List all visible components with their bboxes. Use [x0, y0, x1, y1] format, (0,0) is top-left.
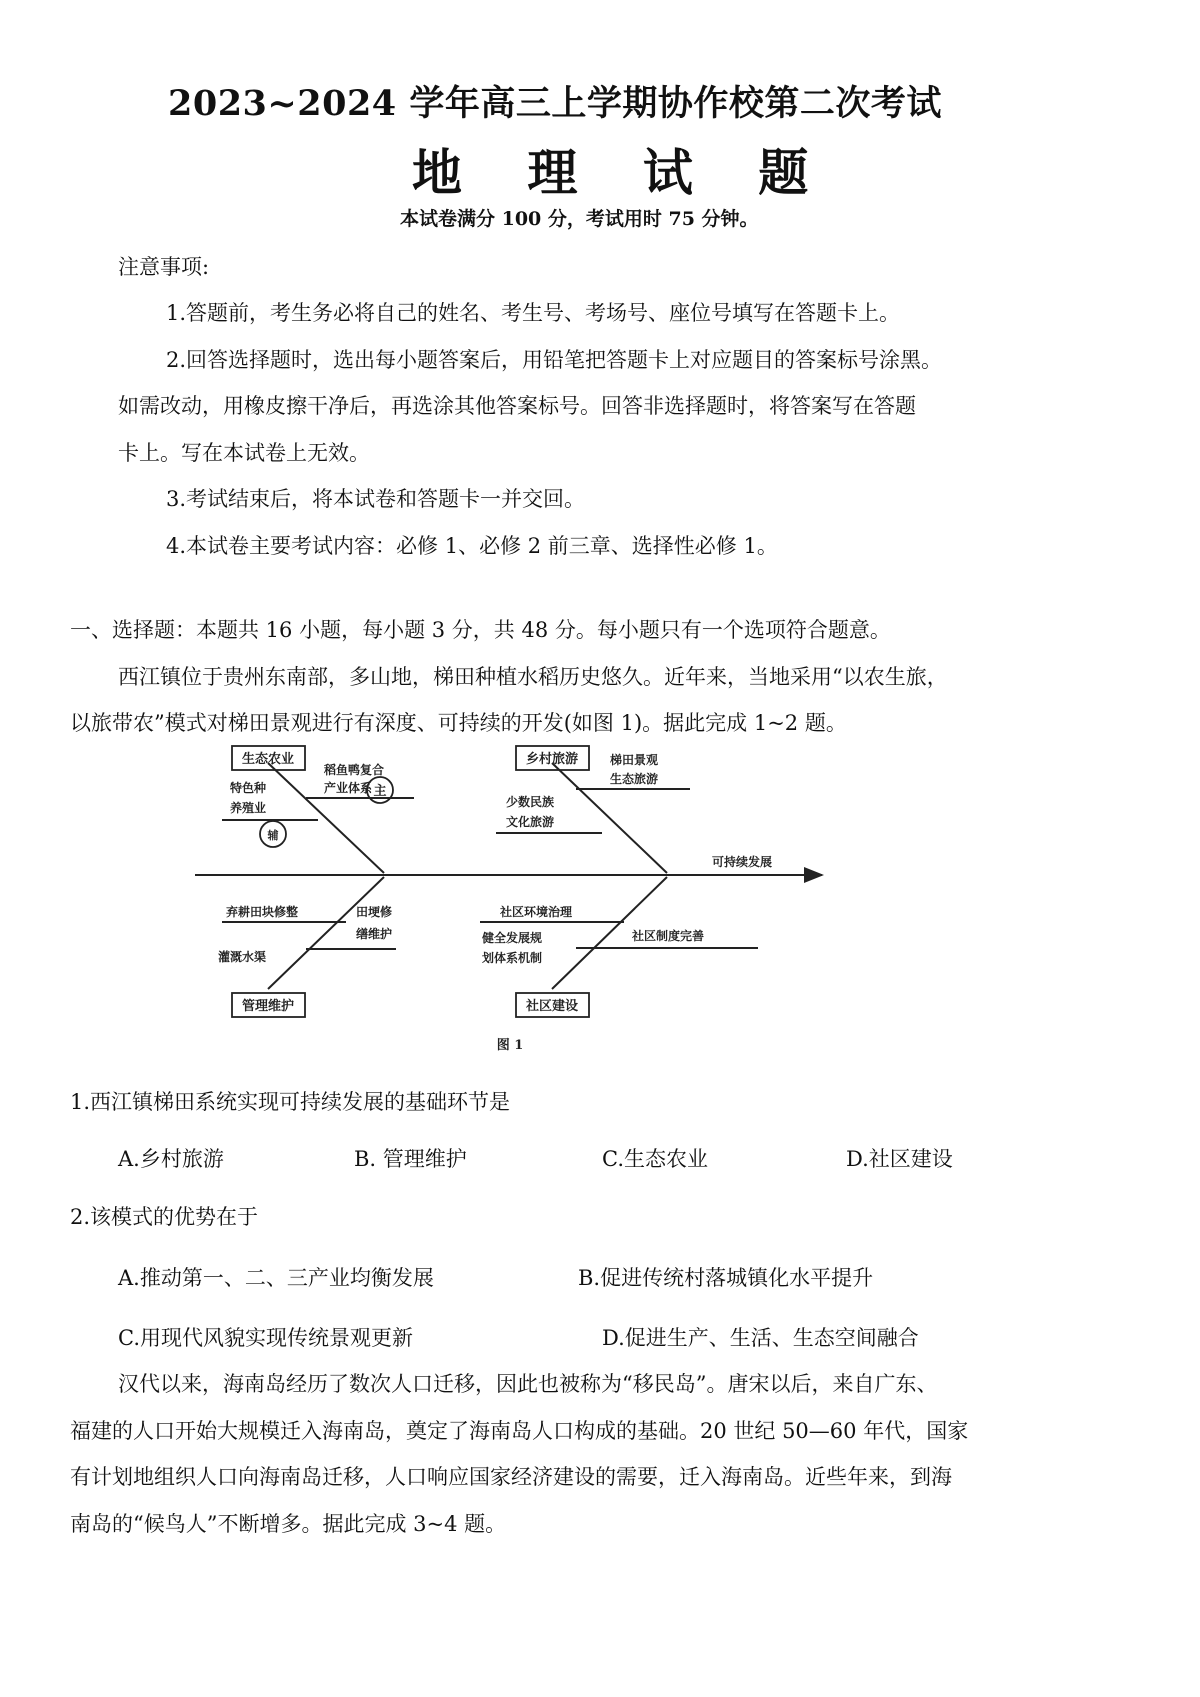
intro-line: 以旅带农”模式对梯田景观进行有深度、可持续的开发(如图 1)。据此完成 1~2 题。	[70, 711, 847, 735]
label-sustainable-development: 可持续发展	[712, 855, 773, 869]
box-community-label: 社区建设	[525, 999, 579, 1014]
q2-option-d: D.促进生产、生活、生态空间融合	[602, 1326, 919, 1350]
q1-option-a: A.乡村旅游	[118, 1147, 224, 1171]
section-heading: 一、选择题：本题共 16 小题，每小题 3 分，共 48 分。每小题只有一个选项符合题意。	[70, 618, 891, 642]
label-special-breeding: 养殖业	[230, 801, 267, 815]
label-community-system: 社区制度完善	[632, 929, 705, 943]
figure-1-fishbone-diagram	[0, 735, 1200, 1065]
notice-item: 2.回答选择题时，选出每小题答案后，用铅笔把答题卡上对应题目的答案标号涂黑。	[166, 348, 943, 372]
label-env-governance: 社区环境治理	[500, 905, 573, 919]
intro-line: 西江镇位于贵州东南部，多山地，梯田种植水稻历史悠久。近年来，当地采用“以农生旅，	[118, 665, 948, 689]
subject-title: 地 理 试 题	[412, 143, 833, 202]
box-eco-agri-label: 生态农业	[241, 752, 295, 767]
label-minority-culture: 文化旅游	[506, 815, 555, 829]
eco-agri-bone	[268, 763, 387, 873]
q2-option-c: C.用现代风貌实现传统景观更新	[118, 1326, 413, 1350]
label-special-breeding: 特色种	[230, 781, 267, 795]
label-ridge-repair: 田埂修	[356, 905, 393, 919]
q1-option-b: B. 管理维护	[354, 1147, 467, 1171]
q1-option-d: D.社区建设	[846, 1147, 953, 1171]
q2-option-a: A.推动第一、二、三产业均衡发展	[118, 1266, 434, 1290]
passage-line: 汉代以来，海南岛经历了数次人口迁移，因此也被称为“移民岛”。唐宋以后，来自广东、	[118, 1372, 938, 1396]
notice-item: 卡上。写在本试卷上无效。	[118, 441, 370, 465]
q1-option-c: C.生态农业	[602, 1147, 708, 1171]
question-2-stem: 2.该模式的优势在于	[70, 1205, 259, 1229]
label-planning-system: 健全发展规	[482, 931, 543, 945]
label-terrace-eco-tourism: 生态旅游	[610, 772, 659, 786]
passage-line: 有计划地组织人口向海南岛迁移，人口响应国家经济建设的需要，迁入海南岛。近些年来，到海	[70, 1465, 952, 1489]
q2-option-b: B.促进传统村落城镇化水平提升	[578, 1266, 874, 1290]
label-terrace-eco-tourism: 梯田景观	[610, 753, 659, 767]
notice-heading: 注意事项:	[118, 255, 210, 279]
label-rice-fish-duck: 产业体系	[324, 781, 373, 795]
notice-item: 如需改动，用橡皮擦干净后，再选涂其他答案标号。回答非选择题时，将答案写在答题	[118, 394, 916, 418]
label-abandoned-fields: 弃耕田块修整	[226, 905, 299, 919]
label-irrigation: 灌溉水渠	[218, 950, 267, 964]
passage-line: 福建的人口开始大规模迁入海南岛，奠定了海南岛人口构成的基础。20 世纪 50—60 年代，国家	[70, 1419, 969, 1443]
circle-main-label: 主	[373, 784, 387, 799]
notice-item: 4.本试卷主要考试内容：必修 1、必修 2 前三章、选择性必修 1。	[166, 534, 778, 558]
label-planning-system: 划体系机制	[482, 951, 543, 965]
exam-info: 本试卷满分 100 分，考试用时 75 分钟。	[400, 208, 759, 230]
figure-caption: 图 1	[496, 1038, 524, 1053]
notice-item: 1.答题前，考生务必将自己的姓名、考生号、考场号、座位号填写在答题卡上。	[166, 301, 901, 325]
passage-line: 南岛的“候鸟人”不断增多。据此完成 3~4 题。	[70, 1512, 507, 1536]
notice-item: 3.考试结束后，将本试卷和答题卡一并交回。	[166, 487, 586, 511]
box-rural-tourism-label: 乡村旅游	[525, 752, 579, 767]
question-1-stem: 1.西江镇梯田系统实现可持续发展的基础环节是	[70, 1090, 511, 1114]
label-minority-culture: 少数民族	[506, 795, 555, 809]
box-manage-label: 管理维护	[241, 999, 295, 1014]
label-rice-fish-duck: 稻鱼鸭复合	[324, 763, 385, 777]
exam-title: 2023~2024 学年高三上学期协作校第二次考试	[168, 83, 942, 124]
label-ridge-repair: 缮维护	[356, 927, 393, 941]
circle-aux-label: 辅	[267, 829, 279, 842]
